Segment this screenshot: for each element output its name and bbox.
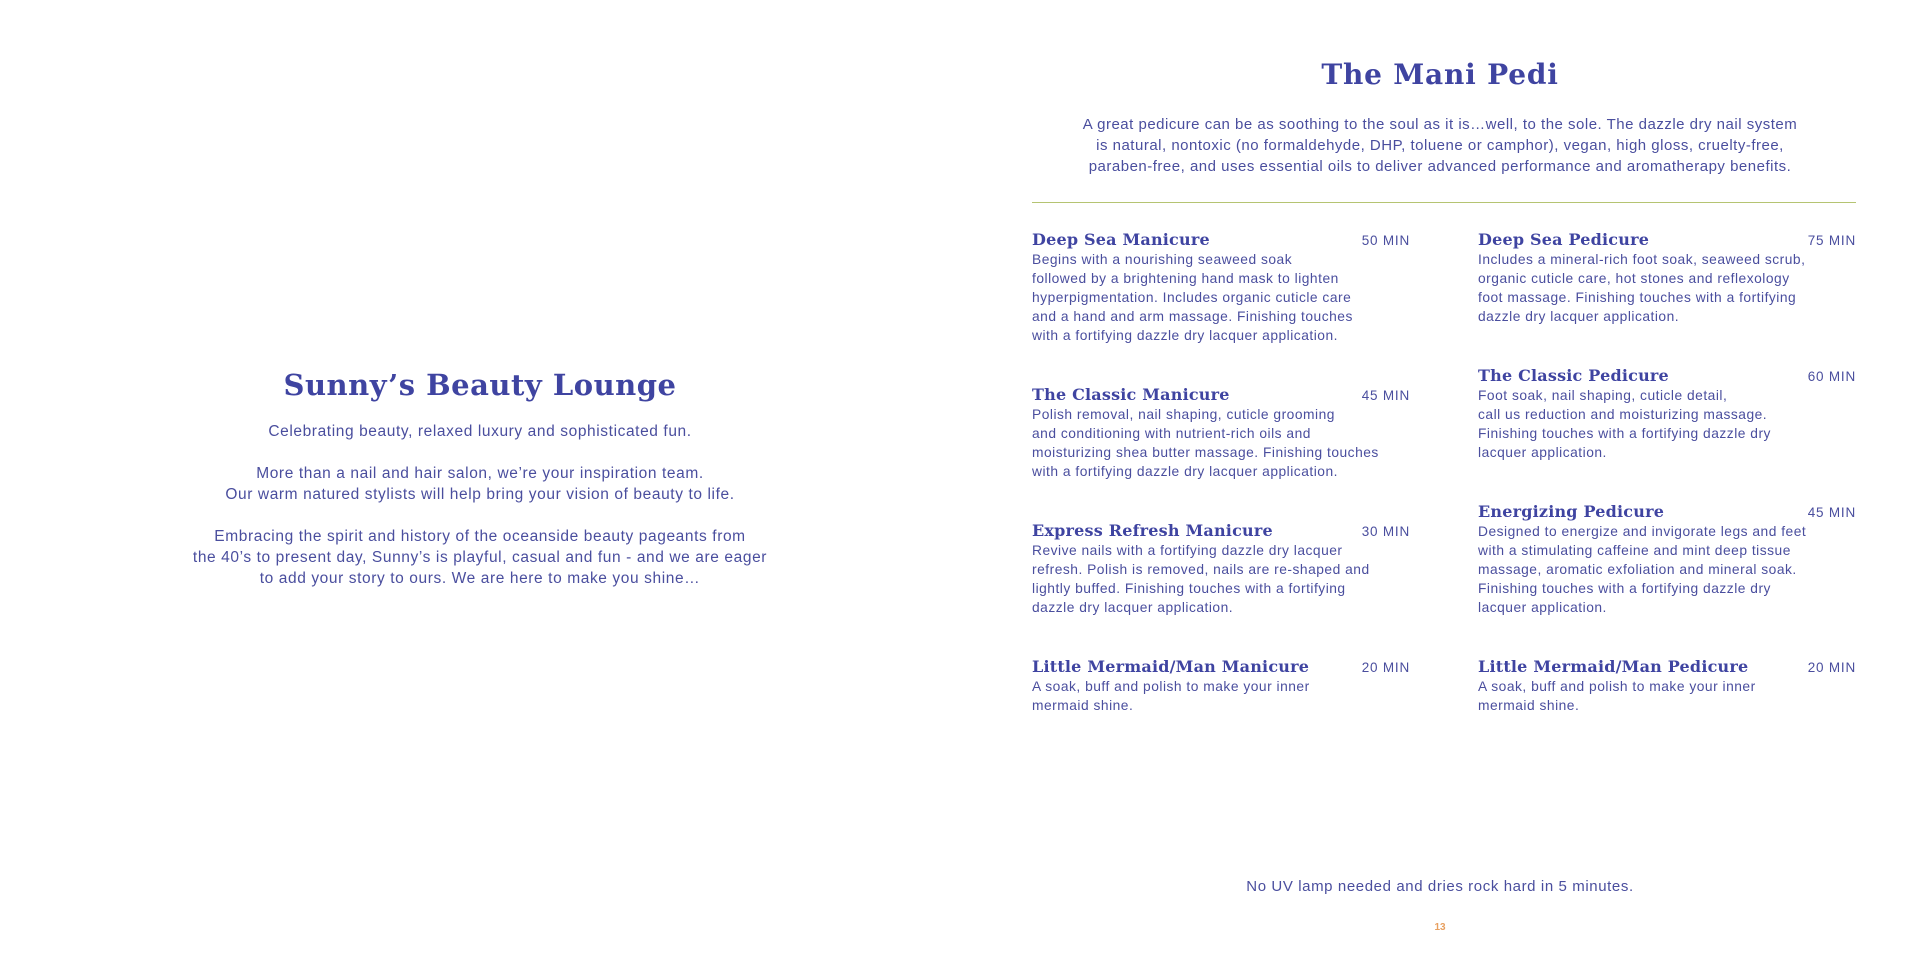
- item-header: [1478, 230, 1856, 250]
- menu-item-express-refresh-manicure: [1032, 521, 1410, 617]
- desc-line: call us reduction and moisturizing massage.: [1478, 407, 1768, 422]
- desc-line: Finishing touches with a fortifying dazzle dry: [1478, 426, 1771, 441]
- item-description: [1032, 677, 1410, 715]
- desc-line: Designed to energize and invigorate legs and feet: [1478, 524, 1807, 539]
- item-description: [1032, 541, 1410, 617]
- item-header: [1032, 230, 1410, 250]
- menu-item-little-mermaid-manicure: [1032, 657, 1410, 715]
- item-description: [1032, 250, 1410, 345]
- desc-line: Finishing touches with a fortifying dazzle dry: [1478, 581, 1771, 596]
- desc-line: moisturizing shea butter massage. Finishing touches: [1032, 445, 1379, 460]
- item-duration: 20 MIN: [1361, 660, 1410, 675]
- footnote: No UV lamp needed and dries rock hard in 5 minutes.: [1246, 878, 1634, 895]
- intro-line: to add your story to ours. We are here to make you shine…: [259, 570, 701, 587]
- item-header: [1032, 385, 1410, 405]
- desc-line: with a fortifying dazzle dry lacquer application.: [1032, 464, 1338, 479]
- right-page: [960, 0, 1920, 960]
- desc-line: mermaid shine.: [1478, 698, 1580, 713]
- page-number: 13: [1434, 922, 1446, 933]
- intro-line: Celebrating beauty, relaxed luxury and sophisticated fun.: [268, 423, 692, 440]
- intro-paragraph: [160, 463, 800, 505]
- menu-item-energizing-pedicure: [1478, 502, 1856, 617]
- menu-item-deep-sea-pedicure: [1478, 230, 1856, 326]
- item-duration: 50 MIN: [1361, 233, 1410, 248]
- desc-line: Begins with a nourishing seaweed soak: [1032, 252, 1293, 267]
- menu-item-classic-pedicure: [1478, 366, 1856, 462]
- item-header: [1478, 657, 1856, 677]
- item-description: [1032, 405, 1410, 481]
- item-name: Express Refresh Manicure: [1032, 521, 1273, 540]
- intro-line: the 40’s to present day, Sunny’s is playful, casual and fun - and we are eager: [192, 549, 768, 566]
- desc-line: lightly buffed. Finishing touches with a fortifying: [1032, 581, 1346, 596]
- desc-line: foot massage. Finishing touches with a fortifying: [1478, 290, 1797, 305]
- desc-line: with a fortifying dazzle dry lacquer application.: [1032, 328, 1338, 343]
- desc-line: followed by a brightening hand mask to lighten: [1032, 271, 1339, 286]
- item-name: The Classic Pedicure: [1478, 366, 1669, 385]
- item-description: [1478, 386, 1856, 462]
- item-header: [1032, 521, 1410, 541]
- item-name: Deep Sea Pedicure: [1478, 230, 1650, 249]
- desc-line: refresh. Polish is removed, nails are re-shaped and: [1032, 562, 1370, 577]
- intro-paragraph: [160, 421, 800, 442]
- lounge-intro: [160, 368, 800, 610]
- desc-line: hyperpigmentation. Includes organic cuticle care: [1032, 290, 1352, 305]
- desc-line: organic cuticle care, hot stones and reflexology: [1478, 271, 1790, 286]
- item-name: Little Mermaid/Man Manicure: [1032, 657, 1310, 676]
- item-description: [1478, 522, 1856, 617]
- desc-line: massage, aromatic exfoliation and mineral soak.: [1478, 562, 1797, 577]
- desc-line: mermaid shine.: [1032, 698, 1134, 713]
- desc-line: Revive nails with a fortifying dazzle dry lacquer: [1032, 543, 1343, 558]
- desc-line: and a hand and arm massage. Finishing touches: [1032, 309, 1353, 324]
- item-name: Deep Sea Manicure: [1032, 230, 1210, 249]
- intro-paragraph: [160, 526, 800, 589]
- desc-line: with a stimulating caffeine and mint deep tissue: [1478, 543, 1791, 558]
- intro-line: Our warm natured stylists will help bring your vision of beauty to life.: [225, 486, 735, 503]
- intro-line: More than a nail and hair salon, we’re your inspiration team.: [256, 465, 704, 482]
- item-duration: 60 MIN: [1807, 369, 1856, 384]
- desc-line: dazzle dry lacquer application.: [1032, 600, 1234, 615]
- service-intro: [1040, 114, 1840, 177]
- desc-line: Polish removal, nail shaping, cuticle grooming: [1032, 407, 1335, 422]
- service-title: The Mani Pedi: [1321, 58, 1559, 91]
- service-intro-line: A great pedicure can be as soothing to the soul as it is…well, to the sole. The dazzle dry nail system: [1082, 116, 1798, 133]
- item-duration: 75 MIN: [1807, 233, 1856, 248]
- desc-line: dazzle dry lacquer application.: [1478, 309, 1680, 324]
- desc-line: Includes a mineral-rich foot soak, seaweed scrub,: [1478, 252, 1806, 267]
- section-divider: [1032, 202, 1856, 203]
- item-description: [1478, 250, 1856, 326]
- desc-line: lacquer application.: [1478, 600, 1607, 615]
- item-duration: 20 MIN: [1807, 660, 1856, 675]
- item-header: [1478, 502, 1856, 522]
- item-name: Little Mermaid/Man Pedicure: [1478, 657, 1749, 676]
- service-intro-line: paraben-free, and uses essential oils to deliver advanced performance and aromatherapy benefits.: [1088, 158, 1792, 175]
- service-intro-line: is natural, nontoxic (no formaldehyde, DHP, toluene or camphor), vegan, high gloss, cruelty-free,: [1096, 137, 1784, 154]
- lounge-title: Sunny’s Beauty Lounge: [283, 368, 677, 402]
- item-header: [1478, 366, 1856, 386]
- menu-item-deep-sea-manicure: [1032, 230, 1410, 345]
- desc-line: and conditioning with nutrient-rich oils and: [1032, 426, 1311, 441]
- item-description: [1478, 677, 1856, 715]
- item-duration: 30 MIN: [1361, 524, 1410, 539]
- desc-line: lacquer application.: [1478, 445, 1607, 460]
- item-name: Energizing Pedicure: [1478, 502, 1665, 521]
- item-name: The Classic Manicure: [1032, 385, 1230, 404]
- desc-line: A soak, buff and polish to make your inner: [1478, 679, 1756, 694]
- intro-line: Embracing the spirit and history of the oceanside beauty pageants from: [214, 528, 746, 545]
- item-header: [1032, 657, 1410, 677]
- desc-line: A soak, buff and polish to make your inner: [1032, 679, 1310, 694]
- item-duration: 45 MIN: [1361, 388, 1410, 403]
- item-duration: 45 MIN: [1807, 505, 1856, 520]
- menu-item-classic-manicure: [1032, 385, 1410, 481]
- desc-line: Foot soak, nail shaping, cuticle detail,: [1478, 388, 1728, 403]
- menu-item-little-mermaid-pedicure: [1478, 657, 1856, 715]
